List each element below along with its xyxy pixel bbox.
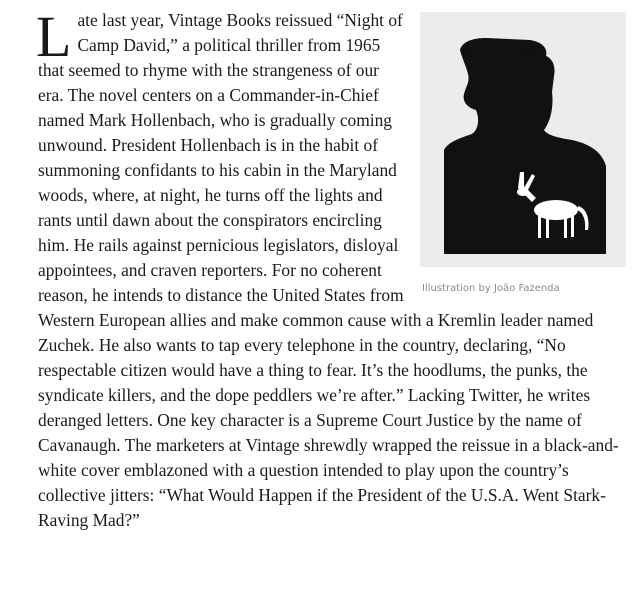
article (36, 4, 622, 533)
article-figure (420, 12, 634, 294)
drop-cap: L (36, 4, 72, 69)
illustration (420, 12, 626, 267)
article-paragraph: ate last year, Vintage Books reissued “Night of Camp David,” a political thriller from 1965 that seemed to rhyme with the strangeness of our era. The novel centers on a Commander-in-Chief named Mark Hollenbach, who is gradually coming unwound. President Hollenbach is in the habit of summoning confidants to his cabin in the Maryland woods, where, at night, he turns off the lights and rants until dawn about the conspirators encircling him. He rails against pernicious legislators, disloyal appointees, and craven reporters. For no coherent reason, he intends to distance the United States from Western European allies and make common cause with a Kremlin leader named Zuchek. He also wants to tap every telephone in the country, declaring, “No respectable citizen would have a thing to fear. It’s the hoodlums, the punks, the syndicate killers, and the dope peddlers we’re after.” Lacking Twitter, he writes deranged letters. One key character is a Supreme Court Justice by the name of Cavanaugh. The marketers at Vintage shrewdly wrapped the reissue in a black-and-white cover emblazoned with a question intended to play upon the country’s collective jitters: “What Would Happen if the President of the U.S.A. Went Stark-Raving Mad?” (38, 10, 619, 530)
illustration-caption: Illustration by João Fazenda (422, 283, 560, 294)
